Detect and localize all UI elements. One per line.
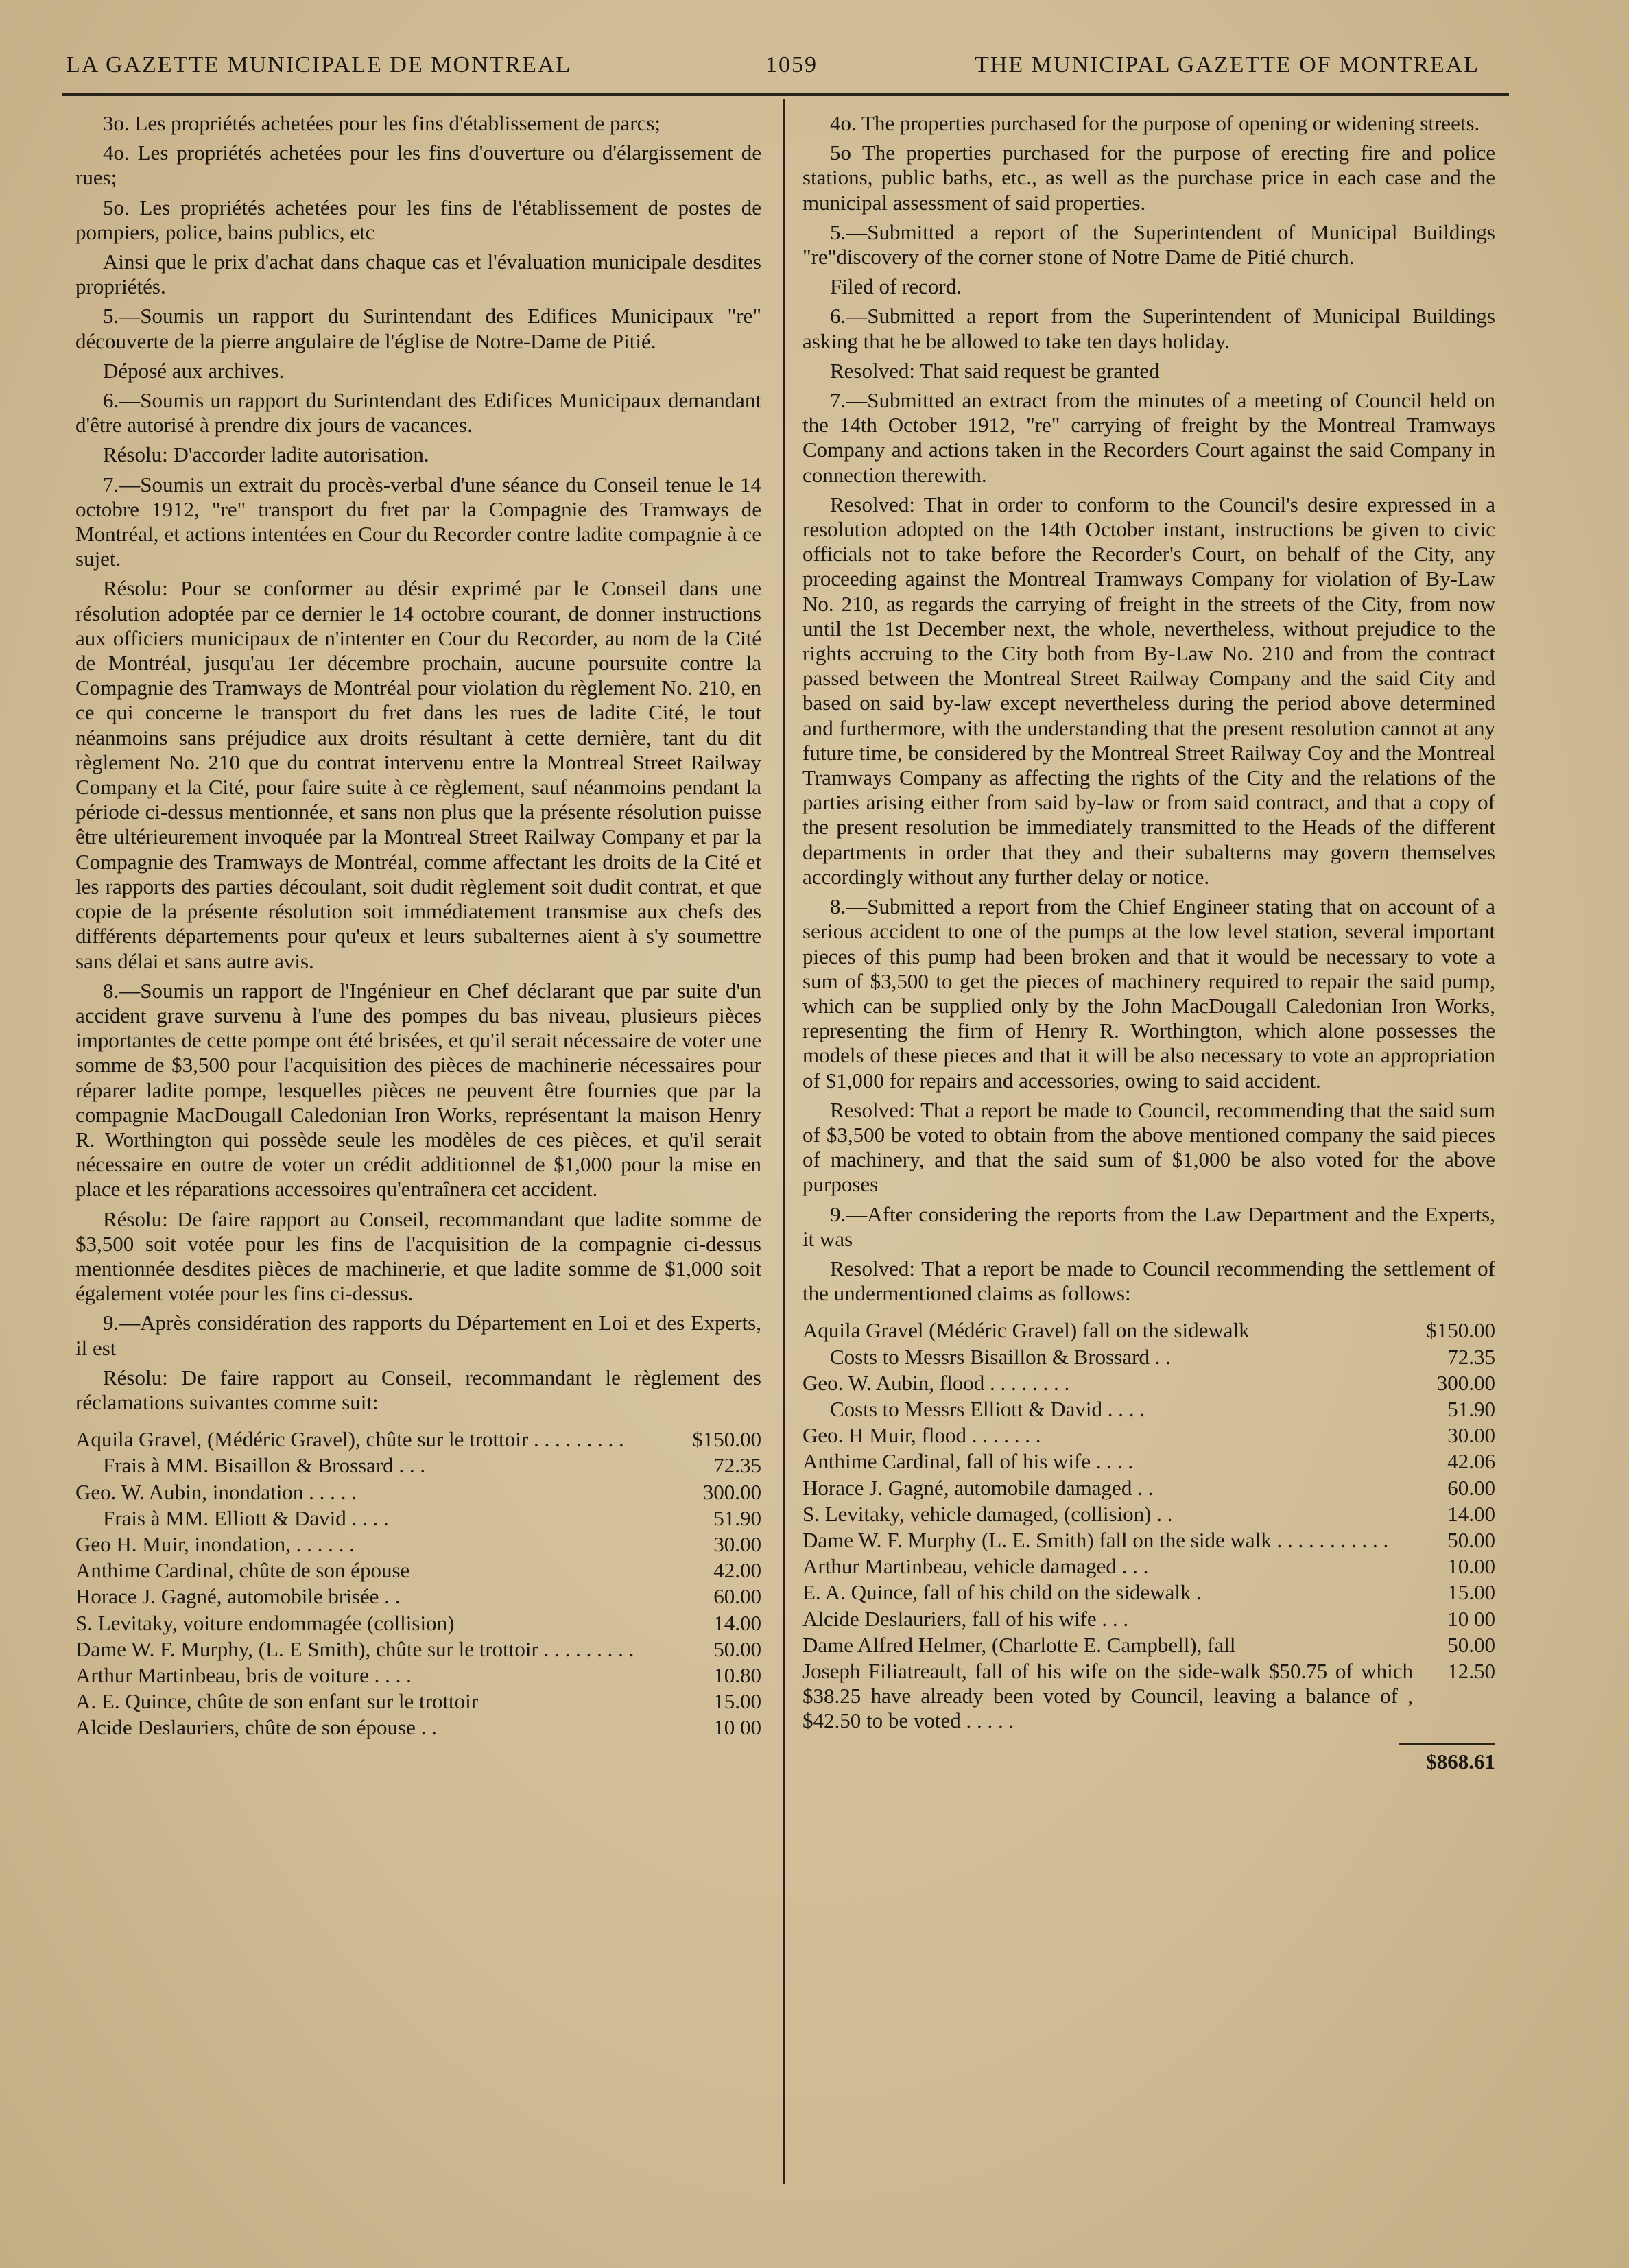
english-claims-list xyxy=(802,1318,1495,1733)
claim-name: Joseph Filiatreault, fall of his wife on the side-walk $50.75 of which $38.25 have already been voted by Council, leaving a balance of , $42.50 to be voted . . . . . xyxy=(802,1658,1413,1733)
claim-amount: 42.00 xyxy=(713,1558,761,1583)
paragraph: 9.—After considering the reports from the Law Department and the Experts, it was xyxy=(802,1202,1495,1251)
claim-amount: 60.00 xyxy=(713,1584,761,1609)
paragraph: Résolu: De faire rapport au Conseil, recommandant le règlement des réclamations suivantes comme suit: xyxy=(75,1365,761,1414)
claim-row xyxy=(802,1554,1495,1579)
paragraph: Resolved: That in order to conform to the Council's desire expressed in a resolution adopted on the 14th October instant, instructions be given to civic officials not to take before the Recorder's Court, on behalf of the City, any proceeding against the Montreal Tramways Company for violation of By-Law No. 210, as regards the carrying of freight in the streets of the City, from now until the 1st December next, the whole, nevertheless, without prejudice to the rights accruing to the City both from By-Law No. 210 and from the contract passed between the Montreal Street Railway Company and the said City and based on said by-law except nevertheless during the period above determined and furthermore, with the understanding that the present resolution cannot at any future time, be considered by the Montreal Street Railway Coy and the Montreal Tramways Company as affecting the rights of the City and the relations of the parties arising either from said by-law or from said contract, and that a copy of the present resolution be immediately transmitted to the Heads of the different departments in order that they and their subalterns may govern themselves accordingly without any further delay or notice. xyxy=(802,492,1495,889)
claim-amount: 15.00 xyxy=(1447,1580,1495,1605)
page-number: 1059 xyxy=(765,52,818,77)
claim-row xyxy=(75,1532,761,1557)
paragraph: 8.—Soumis un rapport de l'Ingénieur en Chef déclarant que par suite d'un accident grave survenu à l'une des pompes du bas niveau, plusieurs pièces importantes de cette pompe ont été brisées, et qu'il serait nécessaire de voter une somme de $3,500 pour l'acquisition des pièces de machinerie nécessaires pour réparer ladite pompe, lesquelles pièces ne peuvent être fournies que par la compagnie MacDougall Caledonian Iron Works, représentant la maison Henry R. Worthington qui possède seule les modèles de ces pièces, et qu'il serait nécessaire en outre de voter un crédit additionnel de $1,000 pour la mise en place et les réparations accessoires qu'entraînera cet accident. xyxy=(75,978,761,1202)
header-french-title: LA GAZETTE MUNICIPALE DE MONTREAL xyxy=(66,52,572,77)
header-english-title: THE MUNICIPAL GAZETTE OF MONTREAL xyxy=(975,52,1479,77)
claim-amount: 30.00 xyxy=(713,1531,761,1556)
paragraph: Filed of record. xyxy=(830,274,962,299)
page-header xyxy=(66,47,1479,85)
claim-row xyxy=(802,1607,1495,1632)
claim-name: Geo. W. Aubin, flood . . . . . . . . xyxy=(802,1370,1070,1395)
claim-name: Frais à MM. Bisaillon & Brossard . . . xyxy=(103,1453,426,1478)
claim-amount: $150.00 xyxy=(692,1427,761,1452)
claim-name: Horace J. Gagné, automobile damaged . . xyxy=(802,1475,1154,1500)
claim-row xyxy=(802,1580,1495,1605)
claim-name: Arthur Martinbeau, vehicle damaged . . . xyxy=(802,1554,1149,1579)
paragraph: 9.—Après considération des rapports du Département en Loi et des Experts, il est xyxy=(75,1311,761,1360)
claim-amount: 14.00 xyxy=(1447,1501,1495,1526)
claim-name: Frais à MM. Elliott & David . . . . xyxy=(103,1505,389,1530)
paragraph: 7.—Soumis un extrait du procès-verbal d'une séance du Conseil tenue le 14 octobre 1912, "re" transport du fret par la Compagnie des Tramways de Montréal, et actions intentées en Cour du Recorder contre ladite compagnie à ce sujet. xyxy=(75,472,761,571)
claim-row xyxy=(802,1397,1495,1422)
paragraph: Resolved: That said request be granted xyxy=(830,358,1160,383)
claim-amount: 10.80 xyxy=(713,1662,761,1687)
paragraph: 4o. The properties purchased for the purpose of opening or widening streets. xyxy=(830,111,1480,135)
claim-row xyxy=(802,1318,1495,1343)
claim-row xyxy=(75,1558,761,1583)
claim-row xyxy=(802,1449,1495,1474)
claim-row xyxy=(802,1633,1495,1658)
paragraph: Déposé aux archives. xyxy=(103,358,285,383)
paragraph: 6.—Soumis un rapport du Surintendant des Edifices Municipaux demandant d'être autorisé à prendre dix jours de vacances. xyxy=(75,388,761,438)
claim-name: Dame Alfred Helmer, (Charlotte E. Campbell), fall xyxy=(802,1632,1236,1657)
claim-amount: 51.90 xyxy=(1447,1396,1495,1421)
claim-amount: 12.50 xyxy=(1447,1658,1495,1683)
claim-name: Arthur Martinbeau, bris de voiture . . . . xyxy=(75,1662,412,1687)
english-column xyxy=(802,111,1495,1774)
paragraph: 5o The properties purchased for the purpose of erecting fire and police stations, public baths, etc., as well as the purchase price in each case and the municipal assessment of said properties. xyxy=(802,141,1495,215)
claim-amount: 300.00 xyxy=(702,1479,761,1504)
column-divider xyxy=(783,99,785,2184)
paragraph: Résolu: De faire rapport au Conseil, recommandant que ladite somme de $3,500 soit votée pour les fins de l'acquisition de la compagnie ci-dessus mentionnée desdites pièces de machinerie, et que ladite somme de $1,000 soit également votée pour les fins ci-dessus. xyxy=(75,1206,761,1306)
paragraph: 4o. Les propriétés achetées pour les fins d'ouverture ou d'élargissement de rues; xyxy=(75,141,761,190)
french-column xyxy=(75,111,761,1742)
paragraph: Resolved: That a report be made to Council recommending the settlement of the undermentioned claims as follows: xyxy=(802,1256,1495,1306)
claim-row xyxy=(75,1637,761,1662)
claim-name: Geo H. Muir, inondation, . . . . . . xyxy=(75,1531,355,1556)
claim-name: Anthime Cardinal, fall of his wife . . . . xyxy=(802,1449,1134,1474)
paragraph: Résolu: Pour se conformer au désir exprimé par le Conseil dans une résolution adoptée par ce dernier le 14 octobre courant, de donner instructions aux officiers municipaux de n'intenter en Cour du Recorder, au nom de la Cité de Montréal, jusqu'au 1er décembre prochain, aucune poursuite contre la Compagnie des Tramways de Montréal pour violation du règlement No. 210, en ce qui concerne le transport du fret dans les rues de ladite Cité, le tout néanmoins sans préjudice aux droits résultant à cette dernière, tant du dit règlement No. 210 que du contrat intervenu entre la Montreal Street Railway Company et la Cité, pour faire suite à ce règlement, sauf néanmoins pendant la période ci-dessus mentionnée, et sans non plus que la présente résolution puisse être ultérieurement invoquée par la Montreal Street Railway Company et par la Compagnie des Tramways de Montréal, comme affectant les droits de la Cité et les rapports des parties découlant, soit dudit règlement soit dudit contrat, et que copie de la présente résolution soit immédiatement transmise aux chefs des différents départements pour qu'eux et leurs subalternes aient à s'y soumettre sans délai et sans autre avis. xyxy=(75,576,761,973)
paragraph: 5o. Les propriétés achetées pour les fins de l'établissement de postes de pompiers, police, bains publics, etc xyxy=(75,195,761,244)
claim-name: Geo. H Muir, flood . . . . . . . xyxy=(802,1423,1041,1448)
total-rule xyxy=(1399,1743,1495,1745)
claim-row xyxy=(75,1611,761,1636)
paragraph: 5.—Submitted a report of the Superintendent of Municipal Buildings "re"discovery of the corner stone of Notre Dame de Pitié church. xyxy=(802,219,1495,270)
paragraph: 7.—Submitted an extract from the minutes of a meeting of Council held on the 14th October 1912, "re" carrying of freight by the Montreal Tramways Company and actions taken in the Recorders Court against the said Company in connection therewith. xyxy=(802,388,1495,487)
claim-row xyxy=(75,1427,761,1452)
claim-row xyxy=(802,1345,1495,1370)
claim-name: E. A. Quince, fall of his child on the sidewalk . xyxy=(802,1580,1202,1605)
claim-row xyxy=(802,1476,1495,1501)
claim-row xyxy=(75,1715,761,1740)
claim-amount: 72.35 xyxy=(1447,1344,1495,1369)
claim-row xyxy=(75,1584,761,1609)
claim-name: Costs to Messrs Bisaillon & Brossard . . xyxy=(830,1344,1171,1369)
french-paragraphs xyxy=(75,111,761,1415)
claim-row xyxy=(802,1423,1495,1448)
claim-amount: 50.00 xyxy=(1447,1527,1495,1552)
paragraph: Ainsi que le prix d'achat dans chaque cas et l'évaluation municipale desdites propriétés. xyxy=(75,250,761,299)
claim-row xyxy=(802,1528,1495,1553)
claim-row xyxy=(802,1371,1495,1396)
claim-row xyxy=(75,1453,761,1478)
claims-total: $868.61 xyxy=(1426,1749,1495,1774)
claim-name: Aquila Gravel (Médéric Gravel) fall on the sidewalk xyxy=(802,1318,1250,1343)
english-paragraphs xyxy=(802,111,1495,1306)
claim-amount: 50.00 xyxy=(713,1636,761,1661)
claim-name: Alcide Deslauriers, fall of his wife . . . xyxy=(802,1606,1129,1631)
claim-name: Horace J. Gagné, automobile brisée . . xyxy=(75,1584,401,1609)
claim-amount: 51.90 xyxy=(713,1505,761,1530)
claim-name: Geo. W. Aubin, inondation . . . . . xyxy=(75,1479,357,1504)
claim-amount: $150.00 xyxy=(1426,1318,1495,1343)
paragraph: 3o. Les propriétés achetées pour les fins d'établissement de parcs; xyxy=(103,111,661,135)
paragraph: 5.—Soumis un rapport du Surintendant des Edifices Municipaux "re" découverte de la pierre angulaire de l'église de Notre-Dame de Pitié. xyxy=(75,304,761,353)
claim-row xyxy=(75,1663,761,1688)
claim-name: S. Levitaky, voiture endommagée (collision) xyxy=(75,1610,455,1635)
claim-amount: 15.00 xyxy=(713,1689,761,1714)
claim-name: S. Levitaky, vehicle damaged, (collision) . . xyxy=(802,1501,1173,1526)
claim-amount: 10 00 xyxy=(1447,1606,1495,1631)
claim-name: Dame W. F. Murphy (L. E. Smith) fall on the side walk . . . . . . . . . . . xyxy=(802,1527,1389,1552)
claim-amount: 50.00 xyxy=(1447,1632,1495,1657)
claim-name: Costs to Messrs Elliott & David . . . . xyxy=(830,1396,1145,1421)
claim-amount: 30.00 xyxy=(1447,1423,1495,1448)
claim-amount: 72.35 xyxy=(713,1453,761,1478)
claim-amount: 42.06 xyxy=(1447,1449,1495,1474)
claim-name: A. E. Quince, chûte de son enfant sur le trottoir xyxy=(75,1689,479,1714)
claim-row xyxy=(75,1506,761,1531)
french-claims-list xyxy=(75,1427,761,1740)
claim-row xyxy=(802,1502,1495,1527)
claim-row xyxy=(802,1659,1495,1734)
claim-name: Alcide Deslauriers, chûte de son épouse . . xyxy=(75,1715,437,1740)
claim-name: Dame W. F. Murphy, (L. E Smith), chûte sur le trottoir . . . . . . . . . xyxy=(75,1636,634,1661)
paragraph: 8.—Submitted a report from the Chief Engineer stating that on account of a serious accident to one of the pumps at the low level station, several important pieces of this pump had been broken and that it would be necessary to vote a sum of $3,500 to get the pieces of machinery required to repair the said pump, which can be supplied only by the John MacDougall Caledonian Iron Works, representing the firm of Henry R. Worthington, which alone possesses the models of these pieces and that it will be also necessary to vote an appropriation of $1,000 for repairs and accessories, owing to said accident. xyxy=(802,894,1495,1093)
claim-row xyxy=(75,1480,761,1505)
claim-amount: 60.00 xyxy=(1447,1475,1495,1500)
claim-name: Anthime Cardinal, chûte de son épouse xyxy=(75,1558,410,1583)
header-rule xyxy=(62,93,1509,96)
claim-name: Aquila Gravel, (Médéric Gravel), chûte sur le trottoir . . . . . . . . . xyxy=(75,1427,624,1452)
paragraph: Résolu: D'accorder ladite autorisation. xyxy=(103,442,429,467)
paragraph: Resolved: That a report be made to Council, recommending that the said sum of $3,500 be voted to obtain from the above mentioned company the said pieces of machinery, and that the said sum of $1,000 be also voted for the above purposes xyxy=(802,1097,1495,1197)
claim-row xyxy=(75,1689,761,1714)
paragraph: 6.—Submitted a report from the Superintendent of Municipal Buildings asking that he be allowed to take ten days holiday. xyxy=(802,304,1495,353)
claim-amount: 10 00 xyxy=(713,1715,761,1740)
claim-amount: 300.00 xyxy=(1436,1370,1495,1395)
claim-amount: 10.00 xyxy=(1447,1554,1495,1579)
claim-amount: 14.00 xyxy=(713,1610,761,1635)
